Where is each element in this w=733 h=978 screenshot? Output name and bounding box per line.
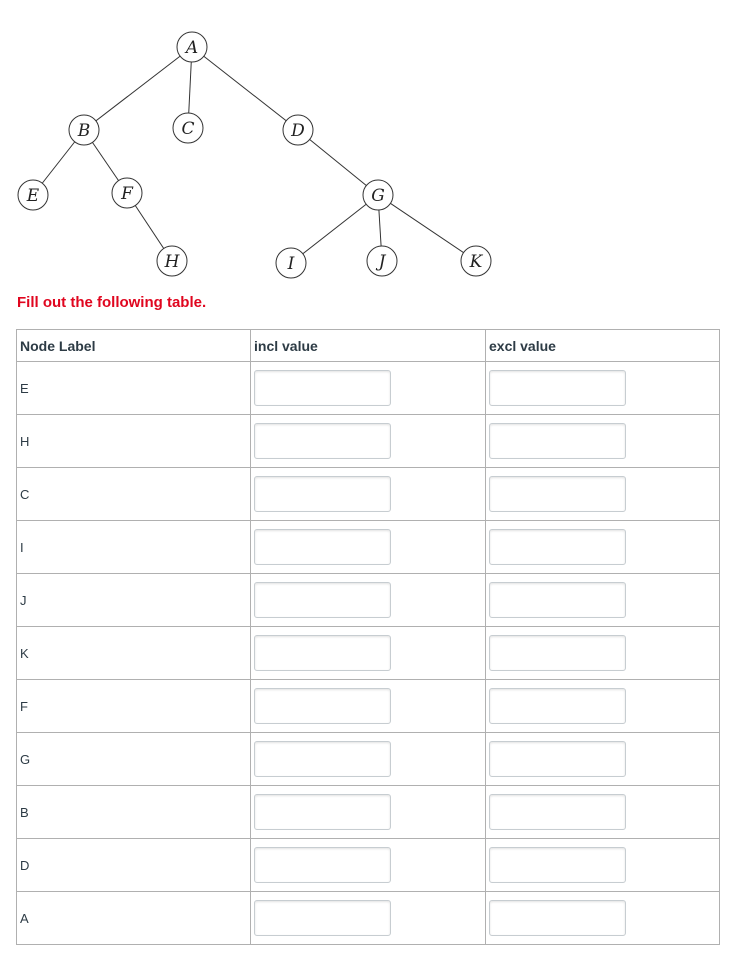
tree-node-label: H: [164, 252, 180, 272]
tree-node-label: G: [371, 186, 385, 206]
incl-value-input-b[interactable]: [254, 794, 391, 830]
incl-value-input-d[interactable]: [254, 847, 391, 883]
tree-node-e: [18, 180, 48, 210]
tree-edge-g-i: [291, 195, 378, 263]
table-header-row: [17, 330, 720, 362]
excl-value-input-i[interactable]: [489, 529, 626, 565]
excl-value-cell: [486, 892, 720, 945]
excl-value-cell: [486, 521, 720, 574]
excl-value-cell: [486, 627, 720, 680]
table-row: [17, 680, 720, 733]
excl-value-cell: [486, 574, 720, 627]
tree-node-label: A: [185, 38, 199, 58]
tree-edges: [33, 47, 476, 263]
tree-node-d: [283, 115, 313, 145]
tree-node-label: E: [26, 186, 40, 206]
table-row: [17, 786, 720, 839]
excl-value-input-c[interactable]: [489, 476, 626, 512]
excl-value-input-d[interactable]: [489, 847, 626, 883]
node-label-cell: D: [17, 839, 251, 892]
excl-value-cell: [486, 839, 720, 892]
tree-node-label: I: [287, 254, 295, 274]
node-label-cell: F: [17, 680, 251, 733]
tree-edge-a-d: [192, 47, 298, 130]
excl-value-cell: [486, 362, 720, 415]
header-incl-value: incl value: [251, 330, 486, 362]
tree-node-k: [461, 246, 491, 276]
tree-node-h: [157, 246, 187, 276]
table-row: [17, 521, 720, 574]
tree-nodes: [18, 32, 491, 278]
incl-value-cell: [251, 892, 486, 945]
excl-value-input-g[interactable]: [489, 741, 626, 777]
excl-value-input-a[interactable]: [489, 900, 626, 936]
incl-value-cell: [251, 574, 486, 627]
table-row: [17, 362, 720, 415]
node-label-cell: J: [17, 574, 251, 627]
tree-node-label: F: [121, 184, 133, 204]
incl-value-input-g[interactable]: [254, 741, 391, 777]
excl-value-input-e[interactable]: [489, 370, 626, 406]
tree-node-f: [112, 178, 142, 208]
node-label-cell: H: [17, 415, 251, 468]
tree-node-g: [363, 180, 393, 210]
incl-value-cell: [251, 627, 486, 680]
incl-value-cell: [251, 362, 486, 415]
table-row: [17, 733, 720, 786]
node-label-cell: K: [17, 627, 251, 680]
incl-value-cell: [251, 786, 486, 839]
excl-value-input-j[interactable]: [489, 582, 626, 618]
tree-node-label: K: [469, 252, 483, 272]
excl-value-input-f[interactable]: [489, 688, 626, 724]
incl-value-input-k[interactable]: [254, 635, 391, 671]
node-label-cell: I: [17, 521, 251, 574]
incl-value-cell: [251, 468, 486, 521]
table-row: [17, 892, 720, 945]
tree-edge-a-b: [84, 47, 192, 130]
excl-value-cell: [486, 468, 720, 521]
incl-value-cell: [251, 680, 486, 733]
table-body: [17, 362, 720, 945]
excl-value-input-b[interactable]: [489, 794, 626, 830]
node-label-cell: B: [17, 786, 251, 839]
answer-table: [16, 329, 720, 945]
tree-node-label: B: [77, 121, 91, 141]
header-excl-value: excl value: [486, 330, 720, 362]
incl-value-input-a[interactable]: [254, 900, 391, 936]
excl-value-input-h[interactable]: [489, 423, 626, 459]
incl-value-input-f[interactable]: [254, 688, 391, 724]
incl-value-cell: [251, 521, 486, 574]
table-row: [17, 839, 720, 892]
incl-value-input-j[interactable]: [254, 582, 391, 618]
incl-value-input-e[interactable]: [254, 370, 391, 406]
table-row: [17, 574, 720, 627]
incl-value-cell: [251, 415, 486, 468]
table-row: [17, 468, 720, 521]
tree-node-b: [69, 115, 99, 145]
tree-diagram: [0, 0, 733, 290]
table-row: [17, 627, 720, 680]
incl-value-cell: [251, 733, 486, 786]
table-row: [17, 415, 720, 468]
excl-value-cell: [486, 680, 720, 733]
instruction-text: Fill out the following table.: [17, 294, 207, 311]
excl-value-input-k[interactable]: [489, 635, 626, 671]
excl-value-cell: [486, 786, 720, 839]
node-label-cell: A: [17, 892, 251, 945]
node-label-cell: C: [17, 468, 251, 521]
incl-value-cell: [251, 839, 486, 892]
incl-value-input-h[interactable]: [254, 423, 391, 459]
node-label-cell: E: [17, 362, 251, 415]
tree-node-c: [173, 113, 203, 143]
incl-value-input-c[interactable]: [254, 476, 391, 512]
tree-node-label: D: [291, 121, 305, 141]
tree-node-i: [276, 248, 306, 278]
header-node-label: Node Label: [17, 330, 251, 362]
excl-value-cell: [486, 733, 720, 786]
tree-node-label: C: [181, 119, 195, 139]
excl-value-cell: [486, 415, 720, 468]
incl-value-input-i[interactable]: [254, 529, 391, 565]
tree-node-a: [177, 32, 207, 62]
node-label-cell: G: [17, 733, 251, 786]
tree-node-j: [367, 246, 397, 276]
tree-node-label: J: [378, 252, 386, 272]
